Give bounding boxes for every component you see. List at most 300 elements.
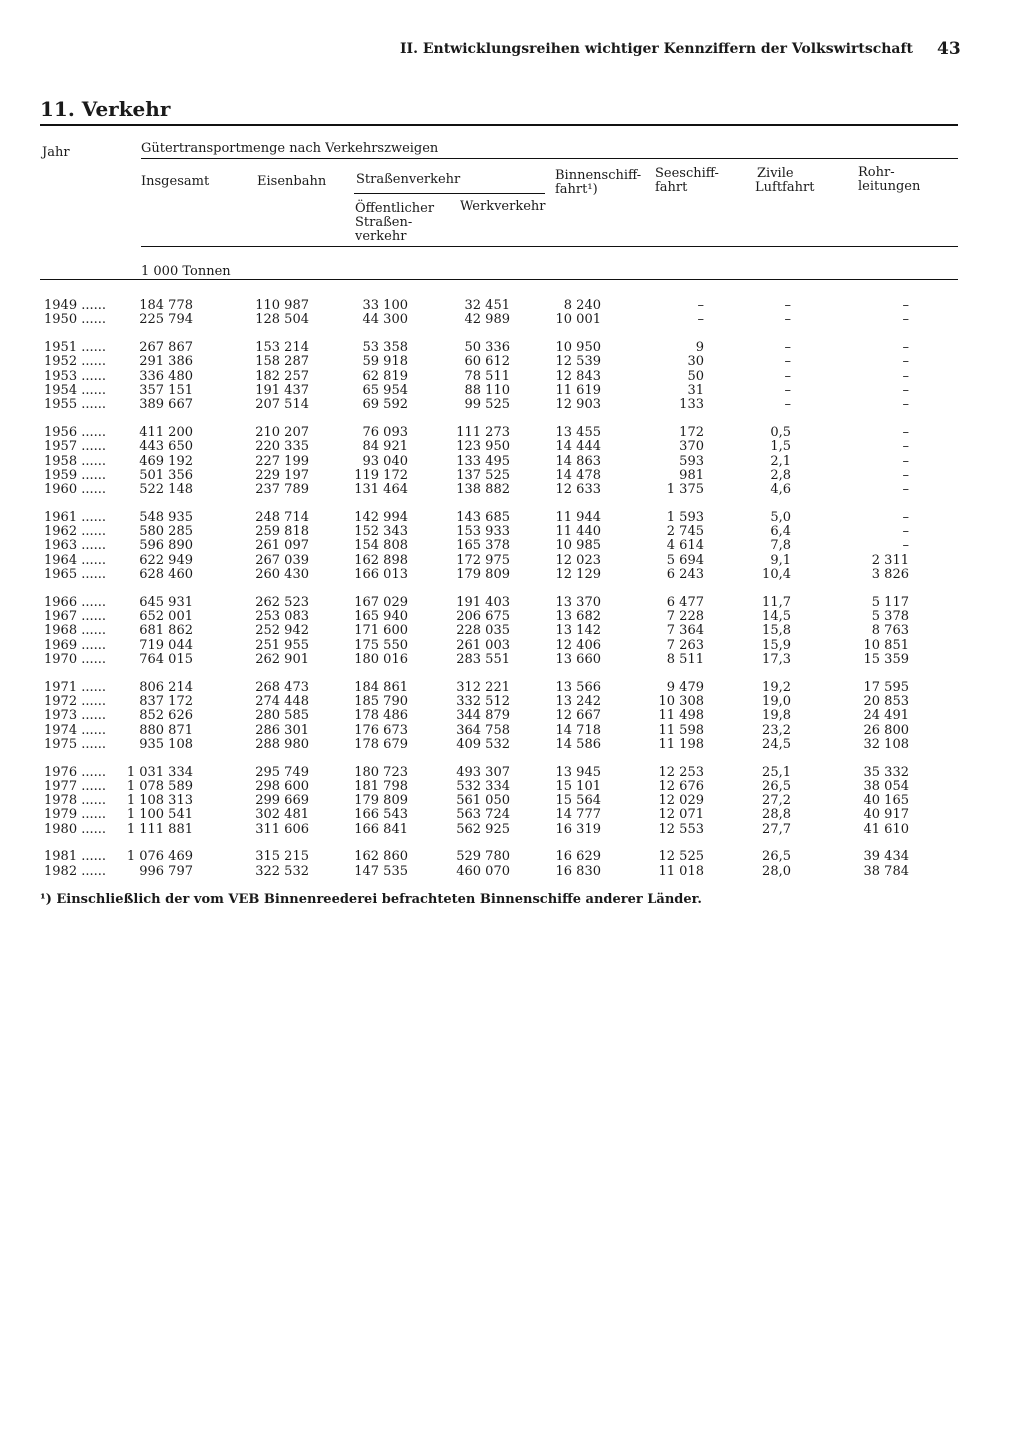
cell-werkverkehr: 561 050 <box>456 793 510 809</box>
cell-oeffentlicher: 185 790 <box>354 693 408 709</box>
cell-oeffentlicher: 171 600 <box>354 623 408 639</box>
cell-werkverkehr: 332 512 <box>456 693 510 709</box>
cell-werkverkehr: 191 403 <box>456 594 510 610</box>
cell-year: 1956 ...... <box>44 424 107 440</box>
cell-insgesamt: 935 108 <box>139 736 193 752</box>
cell-oeffentlicher: 33 100 <box>362 298 408 313</box>
cell-eisenbahn: 229 197 <box>255 467 309 483</box>
cell-luftfahrt: 15,9 <box>762 637 791 653</box>
cell-rohrleitungen: 41 610 <box>863 821 909 837</box>
cell-rohrleitungen: 35 332 <box>863 764 909 780</box>
footnote: ¹) Einschließlich der vom VEB Binnenreederei befrachteten Binnenschiffe anderer Länder. <box>40 892 702 907</box>
cell-luftfahrt: 9,1 <box>770 552 791 568</box>
cell-seeschiffahrt: 11 598 <box>658 722 704 738</box>
cell-seeschiffahrt: – <box>697 298 704 313</box>
cell-year: 1981 ...... <box>44 849 107 865</box>
cell-oeffentlicher: 162 898 <box>354 552 408 568</box>
cell-binnenschiffahrt: 14 586 <box>555 736 601 752</box>
cell-rohrleitungen: – <box>902 538 909 554</box>
cell-insgesamt: 184 778 <box>139 298 193 313</box>
cell-seeschiffahrt: 6 477 <box>666 594 704 610</box>
cell-binnenschiffahrt: 16 830 <box>555 863 601 879</box>
cell-luftfahrt: 6,4 <box>770 524 791 540</box>
cell-eisenbahn: 298 600 <box>255 778 309 794</box>
cell-werkverkehr: 138 882 <box>456 482 510 498</box>
cell-year: 1953 ...... <box>44 368 107 384</box>
cell-rohrleitungen: – <box>902 524 909 540</box>
cell-oeffentlicher: 166 013 <box>354 567 408 582</box>
cell-seeschiffahrt: 11 018 <box>658 863 704 879</box>
cell-seeschiffahrt: 370 <box>679 439 704 455</box>
cell-year: 1966 ...... <box>44 594 107 610</box>
cell-rohrleitungen: 39 434 <box>863 849 909 865</box>
cell-oeffentlicher: 53 358 <box>362 340 408 355</box>
cell-werkverkehr: 137 525 <box>456 467 510 483</box>
cell-eisenbahn: 210 207 <box>255 424 309 440</box>
cell-eisenbahn: 253 083 <box>255 609 309 624</box>
cell-insgesamt: 389 667 <box>139 397 193 413</box>
top-rule <box>40 124 958 126</box>
cell-year: 1971 ...... <box>44 679 107 695</box>
cell-insgesamt: 501 356 <box>139 467 193 483</box>
cell-year: 1974 ...... <box>44 722 107 738</box>
cell-insgesamt: 764 015 <box>139 651 193 667</box>
cell-eisenbahn: 259 818 <box>255 524 309 540</box>
cell-year: 1977 ...... <box>44 778 107 794</box>
cell-luftfahrt: 4,6 <box>770 482 791 498</box>
cell-werkverkehr: 60 612 <box>464 354 510 370</box>
cell-insgesamt: 443 650 <box>139 439 193 455</box>
cell-year: 1959 ...... <box>44 467 107 483</box>
cell-oeffentlicher: 65 954 <box>362 382 408 398</box>
cell-oeffentlicher: 142 994 <box>354 509 408 525</box>
cell-werkverkehr: 153 933 <box>456 524 510 540</box>
cell-insgesamt: 469 192 <box>139 453 193 469</box>
cell-rohrleitungen: – <box>902 424 909 440</box>
cell-luftfahrt: 7,8 <box>770 538 791 554</box>
cell-werkverkehr: 165 378 <box>456 538 510 554</box>
cell-werkverkehr: 532 334 <box>456 778 510 794</box>
cell-seeschiffahrt: 10 308 <box>658 693 704 709</box>
header-seeschiff-1: Seeschiff- <box>655 166 719 181</box>
cell-insgesamt: 1 100 541 <box>126 807 193 823</box>
cell-seeschiffahrt: – <box>697 312 704 328</box>
cell-eisenbahn: 128 504 <box>255 312 309 328</box>
cell-oeffentlicher: 176 673 <box>354 722 408 738</box>
cell-binnenschiffahrt: 16 319 <box>555 821 601 837</box>
cell-seeschiffahrt: 11 198 <box>658 736 704 752</box>
cell-seeschiffahrt: 6 243 <box>666 567 704 582</box>
unit-label: 1 000 Tonnen <box>141 264 231 279</box>
cell-insgesamt: 652 001 <box>139 609 193 624</box>
cell-oeffentlicher: 76 093 <box>362 424 408 440</box>
cell-werkverkehr: 50 336 <box>464 340 510 355</box>
cell-luftfahrt: 11,7 <box>762 594 791 610</box>
cell-rohrleitungen: – <box>902 298 909 313</box>
cell-binnenschiffahrt: 15 101 <box>555 778 601 794</box>
cell-luftfahrt: 19,0 <box>762 693 791 709</box>
header-oeffentlicher-3: verkehr <box>355 229 407 244</box>
section-title: 11. Verkehr <box>40 97 171 121</box>
cell-rohrleitungen: – <box>902 354 909 370</box>
cell-werkverkehr: 32 451 <box>464 298 510 313</box>
cell-werkverkehr: 261 003 <box>456 637 510 653</box>
cell-seeschiffahrt: 31 <box>687 382 704 398</box>
cell-binnenschiffahrt: 8 240 <box>563 298 601 313</box>
cell-seeschiffahrt: 7 263 <box>666 637 704 653</box>
cell-oeffentlicher: 147 535 <box>354 863 408 879</box>
header-seeschiff-2: fahrt <box>655 180 688 195</box>
cell-seeschiffahrt: 11 498 <box>658 708 704 724</box>
cell-insgesamt: 1 076 469 <box>126 849 193 865</box>
cell-eisenbahn: 267 039 <box>255 552 309 568</box>
header-luftfahrt-1: Zivile <box>757 166 794 181</box>
cell-werkverkehr: 344 879 <box>456 708 510 724</box>
cell-rohrleitungen: – <box>902 482 909 498</box>
cell-oeffentlicher: 165 940 <box>354 609 408 624</box>
cell-rohrleitungen: 5 117 <box>871 594 909 610</box>
cell-werkverkehr: 562 925 <box>456 821 510 837</box>
cell-luftfahrt: – <box>784 397 791 413</box>
cell-binnenschiffahrt: 10 950 <box>555 340 601 355</box>
cell-seeschiffahrt: 1 593 <box>666 509 704 525</box>
cell-binnenschiffahrt: 12 539 <box>555 354 601 370</box>
cell-oeffentlicher: 184 861 <box>354 679 408 695</box>
header-rohrleitungen-1: Rohr- <box>858 165 895 180</box>
header-bottom-rule <box>141 246 958 247</box>
cell-oeffentlicher: 59 918 <box>362 354 408 370</box>
cell-rohrleitungen: 5 378 <box>871 609 909 624</box>
cell-rohrleitungen: – <box>902 397 909 413</box>
cell-year: 1969 ...... <box>44 637 107 653</box>
cell-werkverkehr: 409 532 <box>456 736 510 752</box>
group-rule <box>141 158 958 159</box>
cell-year: 1973 ...... <box>44 708 107 724</box>
cell-werkverkehr: 42 989 <box>464 312 510 328</box>
cell-rohrleitungen: 8 763 <box>871 623 909 639</box>
cell-rohrleitungen: 32 108 <box>863 736 909 752</box>
cell-werkverkehr: 172 975 <box>456 552 510 568</box>
header-oeffentlicher-1: Öffentlicher <box>355 201 435 216</box>
cell-eisenbahn: 311 606 <box>255 821 309 837</box>
cell-insgesamt: 996 797 <box>139 863 193 879</box>
cell-luftfahrt: – <box>784 368 791 384</box>
cell-year: 1954 ...... <box>44 382 107 398</box>
cell-rohrleitungen: 20 853 <box>863 693 909 709</box>
cell-seeschiffahrt: 12 071 <box>658 807 704 823</box>
cell-werkverkehr: 111 273 <box>456 424 510 440</box>
cell-rohrleitungen: – <box>902 340 909 355</box>
cell-werkverkehr: 88 110 <box>464 382 510 398</box>
cell-luftfahrt: 2,1 <box>770 453 791 469</box>
cell-year: 1968 ...... <box>44 623 107 639</box>
cell-luftfahrt: 2,8 <box>770 467 791 483</box>
cell-werkverkehr: 179 809 <box>456 567 510 582</box>
cell-rohrleitungen: 38 054 <box>863 778 909 794</box>
header-eisenbahn: Eisenbahn <box>257 174 327 189</box>
cell-seeschiffahrt: 12 525 <box>658 849 704 865</box>
cell-insgesamt: 267 867 <box>139 340 193 355</box>
cell-werkverkehr: 563 724 <box>456 807 510 823</box>
cell-binnenschiffahrt: 14 863 <box>555 453 601 469</box>
cell-insgesamt: 880 871 <box>139 722 193 738</box>
cell-year: 1964 ...... <box>44 552 107 568</box>
cell-oeffentlicher: 178 486 <box>354 708 408 724</box>
cell-werkverkehr: 529 780 <box>456 849 510 865</box>
header-luftfahrt-2: Luftfahrt <box>755 180 815 195</box>
cell-insgesamt: 837 172 <box>139 693 193 709</box>
cell-eisenbahn: 274 448 <box>255 693 309 709</box>
cell-insgesamt: 580 285 <box>139 524 193 540</box>
cell-binnenschiffahrt: 13 660 <box>555 651 601 667</box>
cell-year: 1980 ...... <box>44 821 107 837</box>
cell-eisenbahn: 227 199 <box>255 453 309 469</box>
cell-insgesamt: 1 111 881 <box>126 821 193 837</box>
cell-luftfahrt: 23,2 <box>762 722 791 738</box>
cell-rohrleitungen: – <box>902 382 909 398</box>
cell-year: 1962 ...... <box>44 524 107 540</box>
cell-binnenschiffahrt: 12 633 <box>555 482 601 498</box>
cell-insgesamt: 852 626 <box>139 708 193 724</box>
cell-seeschiffahrt: 7 228 <box>666 609 704 624</box>
cell-binnenschiffahrt: 13 455 <box>555 424 601 440</box>
cell-binnenschiffahrt: 12 023 <box>555 552 601 568</box>
cell-eisenbahn: 295 749 <box>255 764 309 780</box>
cell-insgesamt: 622 949 <box>139 552 193 568</box>
cell-eisenbahn: 315 215 <box>255 849 309 865</box>
cell-binnenschiffahrt: 13 142 <box>555 623 601 639</box>
cell-oeffentlicher: 93 040 <box>362 453 408 469</box>
cell-binnenschiffahrt: 12 903 <box>555 397 601 413</box>
cell-rohrleitungen: – <box>902 509 909 525</box>
header-rohrleitungen-2: leitungen <box>858 179 921 194</box>
cell-binnenschiffahrt: 11 619 <box>555 382 601 398</box>
cell-eisenbahn: 299 669 <box>255 793 309 809</box>
cell-luftfahrt: – <box>784 354 791 370</box>
cell-oeffentlicher: 167 029 <box>354 594 408 610</box>
cell-werkverkehr: 283 551 <box>456 651 510 667</box>
cell-seeschiffahrt: 593 <box>679 453 704 469</box>
cell-luftfahrt: 25,1 <box>762 764 791 780</box>
cell-year: 1976 ...... <box>44 764 107 780</box>
cell-rohrleitungen: 10 851 <box>863 637 909 653</box>
cell-binnenschiffahrt: 10 985 <box>555 538 601 554</box>
cell-eisenbahn: 237 789 <box>255 482 309 498</box>
cell-rohrleitungen: – <box>902 453 909 469</box>
cell-luftfahrt: 5,0 <box>770 509 791 525</box>
cell-insgesamt: 681 862 <box>139 623 193 639</box>
cell-eisenbahn: 322 532 <box>255 863 309 879</box>
cell-binnenschiffahrt: 13 566 <box>555 679 601 695</box>
cell-oeffentlicher: 178 679 <box>354 736 408 752</box>
cell-binnenschiffahrt: 14 478 <box>555 467 601 483</box>
running-head: II. Entwicklungsreihen wichtiger Kennziffern der Volkswirtschaft <box>400 41 913 57</box>
cell-luftfahrt: – <box>784 340 791 355</box>
cell-eisenbahn: 261 097 <box>255 538 309 554</box>
cell-oeffentlicher: 44 300 <box>362 312 408 328</box>
cell-seeschiffahrt: 172 <box>679 424 704 440</box>
cell-year: 1965 ...... <box>44 567 107 582</box>
cell-werkverkehr: 312 221 <box>456 679 510 695</box>
cell-oeffentlicher: 180 016 <box>354 651 408 667</box>
cell-binnenschiffahrt: 13 370 <box>555 594 601 610</box>
cell-year: 1955 ...... <box>44 397 107 413</box>
cell-seeschiffahrt: 50 <box>687 368 704 384</box>
strassen-rule <box>354 193 545 194</box>
cell-binnenschiffahrt: 14 444 <box>555 439 601 455</box>
cell-oeffentlicher: 62 819 <box>362 368 408 384</box>
cell-insgesamt: 336 480 <box>139 368 193 384</box>
cell-insgesamt: 291 386 <box>139 354 193 370</box>
cell-year: 1979 ...... <box>44 807 107 823</box>
cell-insgesamt: 1 031 334 <box>126 764 193 780</box>
cell-oeffentlicher: 162 860 <box>354 849 408 865</box>
cell-rohrleitungen: 17 595 <box>863 679 909 695</box>
cell-year: 1958 ...... <box>44 453 107 469</box>
cell-seeschiffahrt: 1 375 <box>666 482 704 498</box>
cell-oeffentlicher: 131 464 <box>354 482 408 498</box>
cell-insgesamt: 806 214 <box>139 679 193 695</box>
cell-eisenbahn: 288 980 <box>255 736 309 752</box>
cell-luftfahrt: – <box>784 312 791 328</box>
cell-werkverkehr: 460 070 <box>456 863 510 879</box>
cell-insgesamt: 1 078 589 <box>126 778 193 794</box>
cell-year: 1952 ...... <box>44 354 107 370</box>
cell-oeffentlicher: 69 592 <box>362 397 408 413</box>
cell-luftfahrt: 17,3 <box>762 651 791 667</box>
cell-luftfahrt: 26,5 <box>762 778 791 794</box>
cell-rohrleitungen: 38 784 <box>863 863 909 879</box>
cell-year: 1951 ...... <box>44 340 107 355</box>
cell-werkverkehr: 143 685 <box>456 509 510 525</box>
cell-seeschiffahrt: 12 253 <box>658 764 704 780</box>
cell-werkverkehr: 206 675 <box>456 609 510 624</box>
cell-year: 1950 ...... <box>44 312 107 328</box>
cell-seeschiffahrt: 12 676 <box>658 778 704 794</box>
cell-binnenschiffahrt: 12 406 <box>555 637 601 653</box>
cell-eisenbahn: 110 987 <box>255 298 309 313</box>
cell-binnenschiffahrt: 13 945 <box>555 764 601 780</box>
header-strassenverkehr: Straßenverkehr <box>356 172 461 187</box>
cell-rohrleitungen: – <box>902 312 909 328</box>
cell-werkverkehr: 123 950 <box>456 439 510 455</box>
cell-seeschiffahrt: 133 <box>679 397 704 413</box>
cell-insgesamt: 522 148 <box>139 482 193 498</box>
cell-binnenschiffahrt: 11 440 <box>555 524 601 540</box>
cell-luftfahrt: – <box>784 382 791 398</box>
header-year: Jahr <box>42 145 70 160</box>
cell-seeschiffahrt: 8 511 <box>666 651 704 667</box>
cell-seeschiffahrt: 4 614 <box>666 538 704 554</box>
cell-werkverkehr: 493 307 <box>456 764 510 780</box>
cell-insgesamt: 645 931 <box>139 594 193 610</box>
cell-binnenschiffahrt: 12 843 <box>555 368 601 384</box>
cell-seeschiffahrt: 9 479 <box>666 679 704 695</box>
cell-binnenschiffahrt: 16 629 <box>555 849 601 865</box>
cell-binnenschiffahrt: 11 944 <box>555 509 601 525</box>
cell-luftfahrt: 24,5 <box>762 736 791 752</box>
cell-werkverkehr: 364 758 <box>456 722 510 738</box>
cell-rohrleitungen: 2 311 <box>871 552 909 568</box>
cell-insgesamt: 225 794 <box>139 312 193 328</box>
header-insgesamt: Insgesamt <box>141 174 210 189</box>
cell-year: 1949 ...... <box>44 298 107 313</box>
cell-rohrleitungen: 24 491 <box>863 708 909 724</box>
cell-werkverkehr: 133 495 <box>456 453 510 469</box>
cell-eisenbahn: 207 514 <box>255 397 309 413</box>
cell-oeffentlicher: 84 921 <box>362 439 408 455</box>
cell-oeffentlicher: 180 723 <box>354 764 408 780</box>
cell-rohrleitungen: 40 917 <box>863 807 909 823</box>
cell-eisenbahn: 220 335 <box>255 439 309 455</box>
cell-luftfahrt: 0,5 <box>770 424 791 440</box>
header-binnenschiff-2: fahrt¹) <box>555 182 598 197</box>
cell-seeschiffahrt: 2 745 <box>666 524 704 540</box>
cell-binnenschiffahrt: 13 682 <box>555 609 601 624</box>
cell-luftfahrt: 1,5 <box>770 439 791 455</box>
cell-insgesamt: 548 935 <box>139 509 193 525</box>
cell-seeschiffahrt: 7 364 <box>666 623 704 639</box>
cell-eisenbahn: 251 955 <box>255 637 309 653</box>
cell-oeffentlicher: 166 841 <box>354 821 408 837</box>
cell-insgesamt: 719 044 <box>139 637 193 653</box>
cell-binnenschiffahrt: 15 564 <box>555 793 601 809</box>
page-number: 43 <box>937 39 961 59</box>
header-group: Gütertransportmenge nach Verkehrszweigen <box>141 141 439 156</box>
cell-luftfahrt: 28,0 <box>762 863 791 879</box>
cell-rohrleitungen: – <box>902 368 909 384</box>
cell-werkverkehr: 228 035 <box>456 623 510 639</box>
cell-eisenbahn: 248 714 <box>255 509 309 525</box>
cell-eisenbahn: 153 214 <box>255 340 309 355</box>
cell-eisenbahn: 260 430 <box>255 567 309 582</box>
cell-rohrleitungen: 3 826 <box>871 567 909 582</box>
cell-seeschiffahrt: 9 <box>695 340 704 355</box>
cell-seeschiffahrt: 12 553 <box>658 821 704 837</box>
cell-year: 1963 ...... <box>44 538 107 554</box>
cell-eisenbahn: 158 287 <box>255 354 309 370</box>
cell-rohrleitungen: – <box>902 439 909 455</box>
cell-insgesamt: 628 460 <box>139 567 193 582</box>
header-binnenschiff-1: Binnenschiff- <box>555 168 642 183</box>
cell-insgesamt: 411 200 <box>139 424 193 440</box>
cell-seeschiffahrt: 12 029 <box>658 793 704 809</box>
cell-eisenbahn: 191 437 <box>255 382 309 398</box>
cell-eisenbahn: 252 942 <box>255 623 309 639</box>
cell-binnenschiffahrt: 12 667 <box>555 708 601 724</box>
cell-luftfahrt: 14,5 <box>762 609 791 624</box>
cell-oeffentlicher: 175 550 <box>354 637 408 653</box>
cell-rohrleitungen: 26 800 <box>863 722 909 738</box>
cell-seeschiffahrt: 30 <box>687 354 704 370</box>
cell-binnenschiffahrt: 14 718 <box>555 722 601 738</box>
cell-luftfahrt: 10,4 <box>762 567 791 582</box>
cell-insgesamt: 357 151 <box>139 382 193 398</box>
cell-year: 1967 ...... <box>44 609 107 624</box>
cell-year: 1960 ...... <box>44 482 107 498</box>
unit-rule <box>40 279 958 280</box>
cell-oeffentlicher: 166 543 <box>354 807 408 823</box>
cell-binnenschiffahrt: 10 001 <box>555 312 601 328</box>
cell-rohrleitungen: 15 359 <box>863 651 909 667</box>
cell-luftfahrt: 26,5 <box>762 849 791 865</box>
cell-insgesamt: 596 890 <box>139 538 193 554</box>
cell-eisenbahn: 286 301 <box>255 722 309 738</box>
cell-luftfahrt: – <box>784 298 791 313</box>
cell-eisenbahn: 280 585 <box>255 708 309 724</box>
cell-year: 1961 ...... <box>44 509 107 525</box>
cell-oeffentlicher: 154 808 <box>354 538 408 554</box>
